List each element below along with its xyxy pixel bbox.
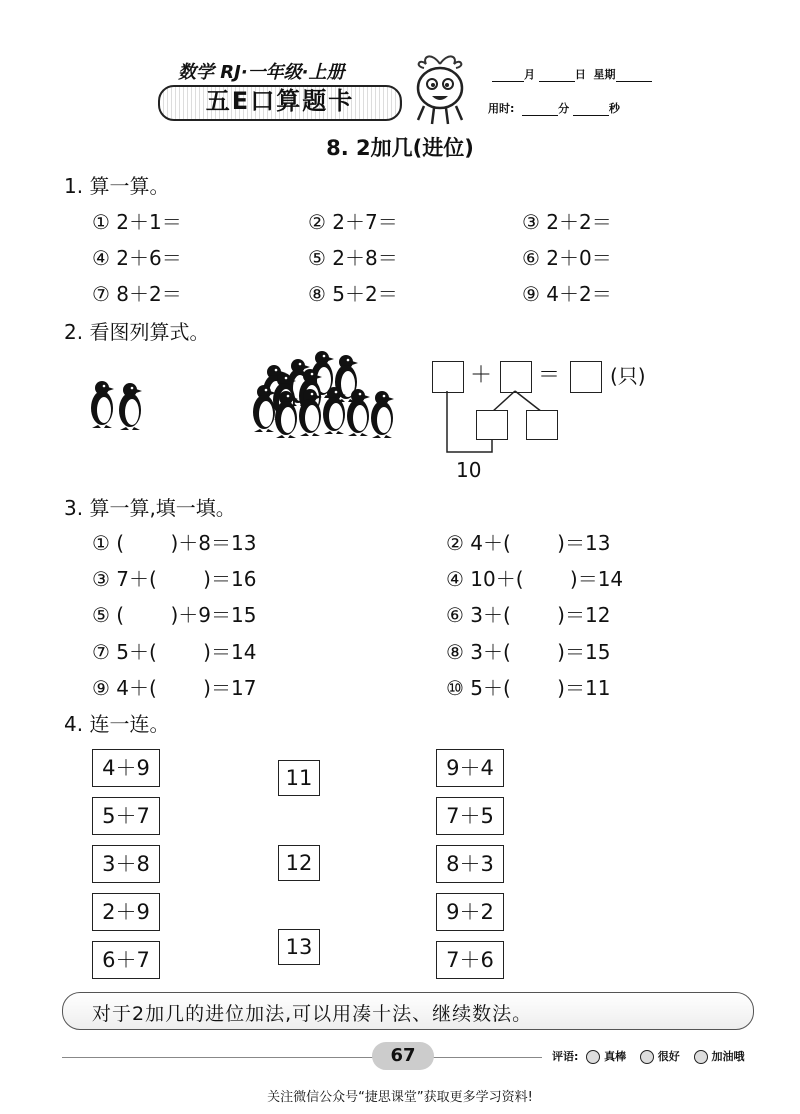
penguin-picture bbox=[84, 350, 414, 440]
subject-line: 数学 RJ·一年级·上册 bbox=[178, 62, 345, 83]
plus-sign: ＋ bbox=[470, 363, 493, 388]
section4-heading: 4. 连一连。 bbox=[64, 712, 170, 736]
brand-title: 五E口算题卡 bbox=[205, 87, 355, 115]
match-middle-11[interactable]: 11 bbox=[278, 760, 320, 796]
header bbox=[0, 0, 800, 130]
fill-4: ④ 10＋( )＝14 bbox=[446, 567, 624, 591]
fill-5: ⑤ ( )＋9＝15 bbox=[92, 603, 257, 627]
match-right-3[interactable]: 8＋3 bbox=[436, 845, 504, 883]
fill-7: ⑦ 5＋( )＝14 bbox=[92, 640, 257, 664]
second-label: 秒 bbox=[608, 102, 620, 115]
match-right-4[interactable]: 9＋2 bbox=[436, 893, 504, 931]
rating-great: 真棒 bbox=[604, 1050, 627, 1063]
answer-box-sum[interactable] bbox=[570, 361, 602, 393]
exercise-1-5: ⑤ 2＋8＝ bbox=[308, 246, 398, 270]
mascot-icon bbox=[410, 50, 470, 128]
section2-heading: 2. 看图列算式。 bbox=[64, 320, 210, 344]
answer-box-addend-1[interactable] bbox=[432, 361, 464, 393]
fill-2: ② 4＋( )＝13 bbox=[446, 531, 611, 555]
minute-label: 分 bbox=[558, 102, 570, 115]
exercise-1-4: ④ 2＋6＝ bbox=[92, 246, 182, 270]
rating-keep-going: 加油哦 bbox=[711, 1050, 745, 1063]
rating-row bbox=[552, 1048, 744, 1064]
exercise-1-2: ② 2＋7＝ bbox=[308, 210, 398, 234]
match-left-4[interactable]: 2＋9 bbox=[92, 893, 160, 931]
match-right-2[interactable]: 7＋5 bbox=[436, 797, 504, 835]
fill-1: ① ( )＋8＝13 bbox=[92, 531, 257, 555]
month-label: 月 bbox=[524, 68, 535, 81]
exercise-1-7: ⑦ 8＋2＝ bbox=[92, 282, 182, 306]
match-right-1[interactable]: 9＋4 bbox=[436, 749, 504, 787]
fill-3: ③ 7＋( )＝16 bbox=[92, 567, 257, 591]
date-line bbox=[492, 66, 652, 82]
page-number: 67 bbox=[390, 1045, 416, 1066]
match-left-3[interactable]: 3＋8 bbox=[92, 845, 160, 883]
exercise-1-8: ⑧ 5＋2＝ bbox=[308, 282, 398, 306]
section1-heading: 1. 算一算。 bbox=[64, 174, 170, 198]
match-left-5[interactable]: 6＋7 bbox=[92, 941, 160, 979]
exercise-1-1: ① 2＋1＝ bbox=[92, 210, 182, 234]
match-left-1[interactable]: 4＋9 bbox=[92, 749, 160, 787]
rating-good: 很好 bbox=[657, 1050, 680, 1063]
match-left-2[interactable]: 5＋7 bbox=[92, 797, 160, 835]
tip-text: 对于2加几的进位加法,可以用凑十法、继续数法。 bbox=[92, 1003, 533, 1025]
fill-10: ⑩ 5＋( )＝11 bbox=[446, 676, 611, 700]
day-label: 日 bbox=[574, 68, 586, 81]
exercise-1-6: ⑥ 2＋0＝ bbox=[522, 246, 612, 270]
footer-notice: 关注微信公众号“捷思课堂”获取更多学习资料! bbox=[267, 1090, 533, 1105]
time-line bbox=[488, 100, 620, 116]
cheer-icon[interactable] bbox=[694, 1050, 708, 1064]
penguin-group-small bbox=[91, 381, 142, 430]
unit-label: (只) bbox=[610, 364, 646, 388]
page-title: 8. 2加几(进位) bbox=[326, 136, 474, 160]
match-middle-12[interactable]: 12 bbox=[278, 845, 320, 881]
footer-rule bbox=[62, 1057, 542, 1058]
time-label: 用时: bbox=[488, 102, 515, 115]
exercise-1-3: ③ 2＋2＝ bbox=[522, 210, 612, 234]
penguin-group-large bbox=[253, 351, 394, 438]
smile-icon[interactable] bbox=[640, 1050, 654, 1064]
equals-sign: ＝ bbox=[538, 363, 561, 388]
fill-6: ⑥ 3＋( )＝12 bbox=[446, 603, 611, 627]
split-box-right[interactable] bbox=[526, 410, 558, 440]
weekday-label: 星期 bbox=[593, 68, 616, 81]
fill-9: ⑨ 4＋( )＝17 bbox=[92, 676, 257, 700]
rating-label: 评语: bbox=[552, 1050, 579, 1063]
split-box-left[interactable] bbox=[476, 410, 508, 440]
section3-heading: 3. 算一算,填一填。 bbox=[64, 496, 236, 520]
answer-box-addend-2[interactable] bbox=[500, 361, 532, 393]
match-middle-13[interactable]: 13 bbox=[278, 929, 320, 965]
split-diagram-lines bbox=[420, 390, 620, 460]
exercise-1-9: ⑨ 4＋2＝ bbox=[522, 282, 612, 306]
match-right-5[interactable]: 7＋6 bbox=[436, 941, 504, 979]
ten-label: 10 bbox=[456, 458, 482, 482]
smile-big-icon[interactable] bbox=[586, 1050, 600, 1064]
fill-8: ⑧ 3＋( )＝15 bbox=[446, 640, 611, 664]
